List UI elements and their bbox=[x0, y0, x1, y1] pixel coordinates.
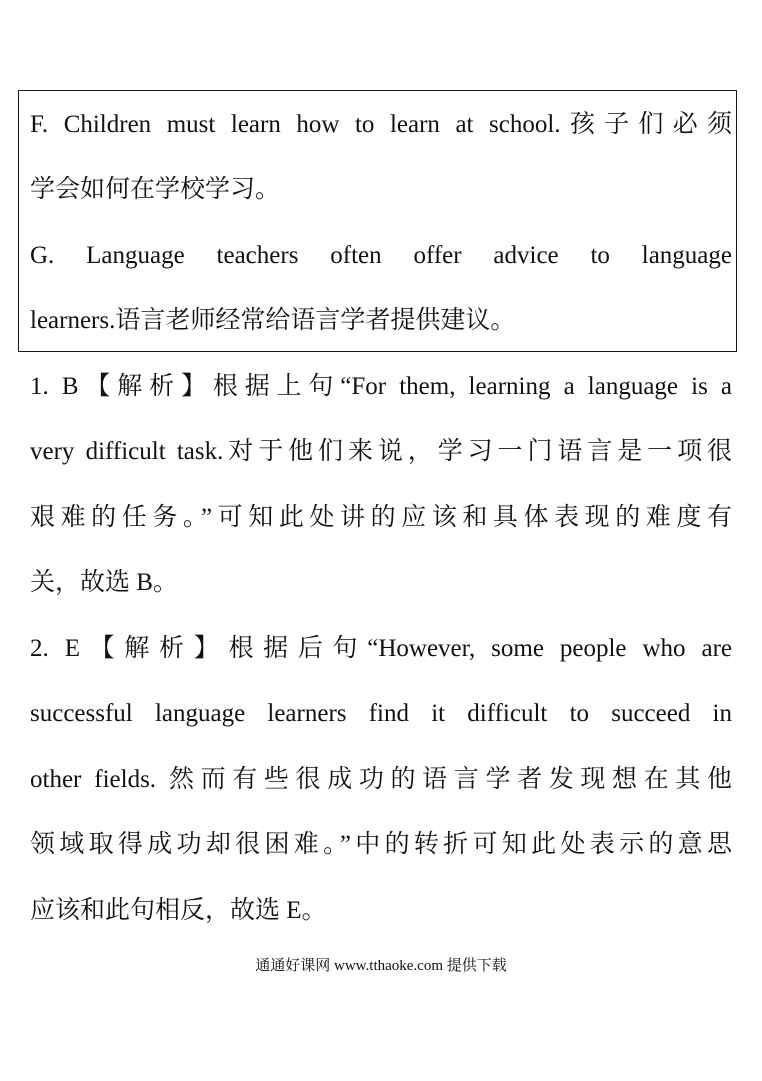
answer-2-line-3: other fields. 然而有些很成功的语言学者发现想在其他 bbox=[30, 766, 732, 793]
answer-1-line-3: 艰难的任务。”可知此处讲的应该和具体表现的难度有 bbox=[30, 504, 732, 531]
answer-1-line-2: very difficult task.对于他们来说，学习一门语言是一项很 bbox=[30, 438, 732, 465]
answer-2-line-4: 领域取得成功却很困难。”中的转折可知此处表示的意思 bbox=[30, 831, 732, 858]
option-g-line-2: learners.语言老师经常给语言学者提供建议。 bbox=[30, 307, 516, 334]
option-f-line-1: F. Children must learn how to learn at school.孩子们必须 bbox=[30, 111, 732, 138]
answer-2-line-2: successful language learners find it difficult to succeed in bbox=[30, 700, 732, 727]
option-g-line-1: G. Language teachers often offer advice to language bbox=[30, 242, 732, 269]
answer-1-line-1: 1. B【解析】根据上句“For them, learning a language is a bbox=[30, 373, 732, 400]
option-f-line-2: 学会如何在学校学习。 bbox=[30, 176, 281, 203]
page-footer: 通通好课网 www.tthaoke.com 提供下载 bbox=[255, 958, 507, 974]
answer-1-line-4: 关，故选 B。 bbox=[30, 569, 178, 596]
answer-2-line-5: 应该和此句相反，故选 E。 bbox=[30, 897, 327, 924]
answer-2-line-1: 2. E【解析】根据后句“However, some people who are bbox=[30, 635, 732, 662]
